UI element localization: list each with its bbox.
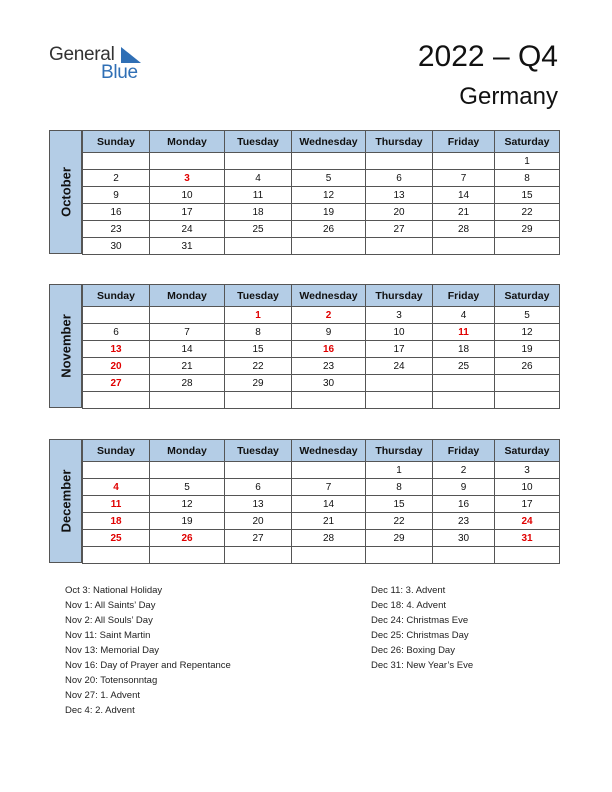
weekday-header: Friday [433, 440, 495, 462]
day-cell: 11 [225, 187, 292, 204]
week-row [83, 513, 560, 530]
day-cell: 4 [83, 479, 150, 496]
week-row [83, 547, 560, 564]
weekday-header: Saturday [495, 285, 560, 307]
day-cell [150, 392, 225, 409]
day-cell: 13 [83, 341, 150, 358]
day-cell: 23 [83, 221, 150, 238]
day-cell [292, 238, 366, 255]
day-cell: 3 [366, 307, 433, 324]
country-title: Germany [459, 83, 558, 110]
day-cell: 27 [366, 221, 433, 238]
day-cell: 2 [292, 307, 366, 324]
holiday-entry: Nov 2: All Souls’ Day [65, 615, 153, 626]
week-row [83, 341, 560, 358]
holiday-entry: Nov 1: All Saints’ Day [65, 600, 156, 611]
day-cell: 16 [83, 204, 150, 221]
page-title: 2022 – Q4 [417, 40, 558, 73]
week-row [83, 530, 560, 547]
day-cell: 31 [495, 530, 560, 547]
day-cell: 7 [292, 479, 366, 496]
week-row [83, 238, 560, 255]
week-row [83, 170, 560, 187]
day-cell [366, 375, 433, 392]
day-cell: 6 [83, 324, 150, 341]
day-cell [366, 153, 433, 170]
day-cell [366, 238, 433, 255]
weekday-header: Tuesday [225, 440, 292, 462]
day-cell: 20 [225, 513, 292, 530]
day-cell: 2 [433, 462, 495, 479]
day-cell: 28 [150, 375, 225, 392]
day-cell: 9 [292, 324, 366, 341]
day-cell [495, 392, 560, 409]
day-cell: 21 [433, 204, 495, 221]
weekday-header: Tuesday [225, 131, 292, 153]
weekday-header: Monday [150, 285, 225, 307]
day-cell [366, 392, 433, 409]
day-cell: 30 [83, 238, 150, 255]
day-cell: 27 [83, 375, 150, 392]
weekday-header: Friday [433, 285, 495, 307]
day-cell: 8 [225, 324, 292, 341]
day-cell: 19 [150, 513, 225, 530]
day-cell: 18 [433, 341, 495, 358]
week-row [83, 187, 560, 204]
day-cell: 8 [495, 170, 560, 187]
day-cell: 29 [495, 221, 560, 238]
day-cell: 4 [433, 307, 495, 324]
day-cell: 12 [150, 496, 225, 513]
day-cell: 12 [495, 324, 560, 341]
weekday-header: Thursday [366, 285, 433, 307]
day-cell: 9 [433, 479, 495, 496]
day-cell: 15 [495, 187, 560, 204]
day-cell [366, 547, 433, 564]
day-cell [292, 392, 366, 409]
day-cell: 25 [83, 530, 150, 547]
day-cell: 25 [433, 358, 495, 375]
weekday-header: Monday [150, 131, 225, 153]
holiday-entry: Dec 4: 2. Advent [65, 705, 135, 716]
month-grid [82, 284, 560, 409]
day-cell: 3 [495, 462, 560, 479]
day-cell: 14 [292, 496, 366, 513]
month-name: November [58, 314, 73, 378]
month-label-box [49, 284, 82, 408]
holiday-entry: Nov 13: Memorial Day [65, 645, 159, 656]
day-cell: 19 [292, 204, 366, 221]
day-cell: 26 [292, 221, 366, 238]
weekday-header: Friday [433, 131, 495, 153]
day-cell: 30 [433, 530, 495, 547]
holiday-entry: Oct 3: National Holiday [65, 585, 163, 596]
day-cell: 23 [433, 513, 495, 530]
generalblue-logo [49, 44, 149, 84]
holiday-entry: Dec 26: Boxing Day [371, 645, 455, 656]
day-cell: 1 [225, 307, 292, 324]
day-cell: 12 [292, 187, 366, 204]
month-name: October [58, 167, 73, 217]
day-cell: 6 [225, 479, 292, 496]
day-cell: 15 [366, 496, 433, 513]
day-cell: 16 [433, 496, 495, 513]
day-cell [433, 153, 495, 170]
week-row [83, 153, 560, 170]
day-cell [83, 547, 150, 564]
day-cell: 5 [150, 479, 225, 496]
day-cell: 14 [150, 341, 225, 358]
holiday-entry: Dec 25: Christmas Day [371, 630, 469, 641]
day-cell: 20 [83, 358, 150, 375]
day-cell: 23 [292, 358, 366, 375]
day-cell: 11 [433, 324, 495, 341]
day-cell [225, 462, 292, 479]
holiday-entry: Nov 16: Day of Prayer and Repentance [65, 660, 231, 671]
weekday-header: Wednesday [292, 285, 366, 307]
day-cell: 4 [225, 170, 292, 187]
day-cell: 18 [83, 513, 150, 530]
logo-word-blue: Blue [101, 62, 138, 83]
week-row [83, 221, 560, 238]
month-grid [82, 130, 560, 255]
day-cell: 26 [495, 358, 560, 375]
week-row [83, 204, 560, 221]
day-cell [83, 462, 150, 479]
day-cell: 24 [366, 358, 433, 375]
holiday-entry: Nov 27: 1. Advent [65, 690, 140, 701]
day-cell [495, 238, 560, 255]
day-cell [433, 392, 495, 409]
day-cell [495, 375, 560, 392]
day-cell [292, 462, 366, 479]
week-row [83, 307, 560, 324]
weekday-header: Tuesday [225, 285, 292, 307]
day-cell: 13 [366, 187, 433, 204]
day-cell: 17 [366, 341, 433, 358]
day-cell: 17 [150, 204, 225, 221]
day-cell: 19 [495, 341, 560, 358]
week-row [83, 462, 560, 479]
weekday-header: Thursday [366, 131, 433, 153]
day-cell [225, 153, 292, 170]
day-cell [83, 307, 150, 324]
weekday-header: Wednesday [292, 440, 366, 462]
day-cell: 8 [366, 479, 433, 496]
day-cell [83, 392, 150, 409]
day-cell [225, 547, 292, 564]
day-cell: 26 [150, 530, 225, 547]
weekday-header: Sunday [83, 285, 150, 307]
day-cell: 7 [433, 170, 495, 187]
holiday-entry: Dec 18: 4. Advent [371, 600, 446, 611]
week-row [83, 496, 560, 513]
holiday-entry: Dec 24: Christmas Eve [371, 615, 469, 626]
weekday-header: Wednesday [292, 131, 366, 153]
holiday-entry: Nov 11: Saint Martin [65, 630, 151, 641]
day-cell: 13 [225, 496, 292, 513]
weekday-header: Sunday [83, 440, 150, 462]
day-cell: 21 [292, 513, 366, 530]
day-cell: 22 [225, 358, 292, 375]
day-cell: 20 [366, 204, 433, 221]
day-cell: 22 [495, 204, 560, 221]
day-cell [433, 547, 495, 564]
day-cell: 29 [225, 375, 292, 392]
day-cell: 1 [366, 462, 433, 479]
weekday-header: Monday [150, 440, 225, 462]
day-cell [495, 547, 560, 564]
day-cell: 16 [292, 341, 366, 358]
day-cell: 24 [150, 221, 225, 238]
day-cell: 18 [225, 204, 292, 221]
holiday-entry: Dec 31: New Year’s Eve [371, 660, 474, 671]
day-cell: 3 [150, 170, 225, 187]
week-row [83, 358, 560, 375]
day-cell: 7 [150, 324, 225, 341]
week-row [83, 324, 560, 341]
day-cell: 28 [292, 530, 366, 547]
day-cell: 28 [433, 221, 495, 238]
logo-word-general: General [49, 44, 115, 65]
holiday-entry: Dec 11: 3. Advent [371, 585, 446, 596]
month-name: December [58, 469, 73, 533]
day-cell: 14 [433, 187, 495, 204]
day-cell [150, 462, 225, 479]
day-cell: 10 [366, 324, 433, 341]
day-cell: 31 [150, 238, 225, 255]
day-cell: 10 [495, 479, 560, 496]
week-row [83, 392, 560, 409]
weekday-header: Thursday [366, 440, 433, 462]
day-cell: 11 [83, 496, 150, 513]
day-cell: 25 [225, 221, 292, 238]
week-row [83, 479, 560, 496]
day-cell: 5 [292, 170, 366, 187]
month-grid [82, 439, 560, 564]
day-cell [83, 153, 150, 170]
day-cell: 10 [150, 187, 225, 204]
day-cell: 30 [292, 375, 366, 392]
day-cell [225, 238, 292, 255]
logo-triangle-icon [121, 47, 141, 63]
day-cell [292, 547, 366, 564]
day-cell: 24 [495, 513, 560, 530]
day-cell [433, 375, 495, 392]
day-cell [150, 153, 225, 170]
weekday-header: Saturday [495, 440, 560, 462]
holiday-entry: Nov 20: Totensonntag [65, 675, 158, 686]
month-label-box [49, 439, 82, 563]
day-cell: 27 [225, 530, 292, 547]
weekday-header: Saturday [495, 131, 560, 153]
day-cell [292, 153, 366, 170]
weekday-header: Sunday [83, 131, 150, 153]
month-label-box [49, 130, 82, 254]
holiday-list-right [371, 583, 473, 673]
day-cell: 21 [150, 358, 225, 375]
day-cell: 6 [366, 170, 433, 187]
day-cell [225, 392, 292, 409]
day-cell: 1 [495, 153, 560, 170]
day-cell: 15 [225, 341, 292, 358]
day-cell: 9 [83, 187, 150, 204]
day-cell: 2 [83, 170, 150, 187]
day-cell: 22 [366, 513, 433, 530]
week-row [83, 375, 560, 392]
day-cell: 5 [495, 307, 560, 324]
day-cell [150, 547, 225, 564]
day-cell [150, 307, 225, 324]
holiday-list-left [65, 583, 231, 718]
day-cell: 17 [495, 496, 560, 513]
day-cell [433, 238, 495, 255]
day-cell: 29 [366, 530, 433, 547]
